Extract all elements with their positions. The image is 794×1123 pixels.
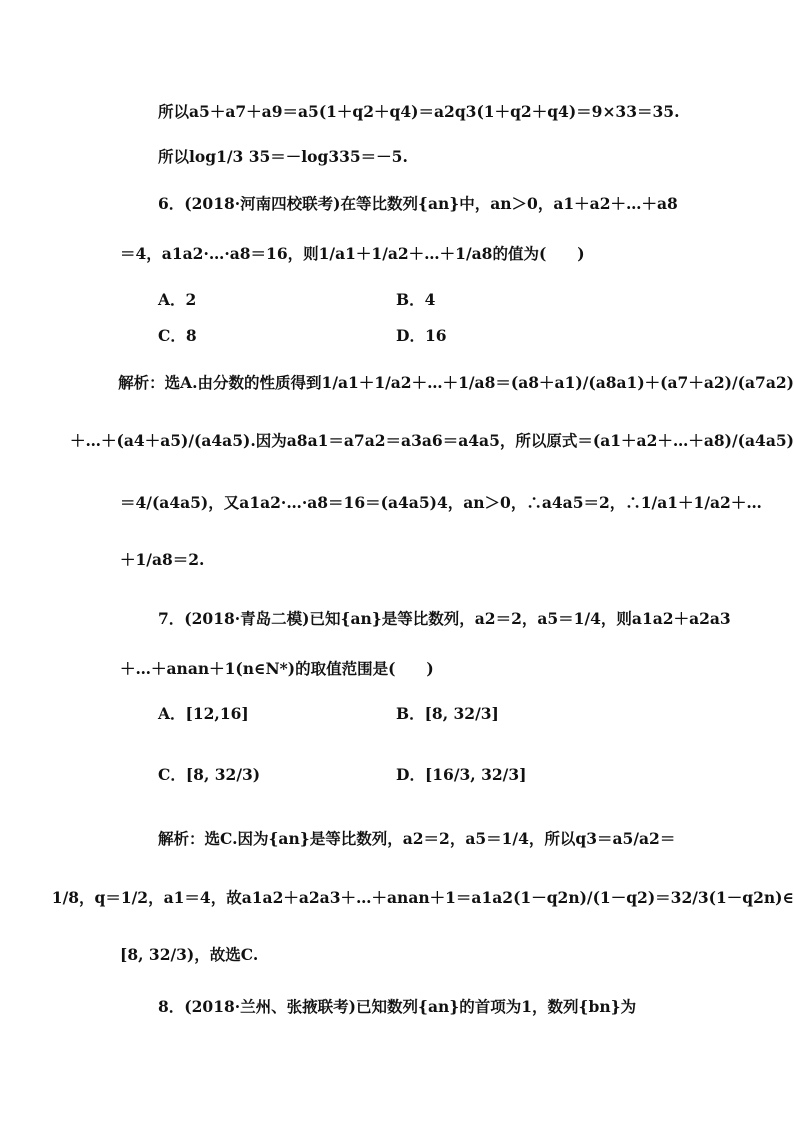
q7-stem1-text: 7．(2018·青岛二模)已知{an}是等比数列，a2＝2，a5＝1/4，则a1a2＋a2a3 [158, 609, 731, 628]
q7-options-cd [0, 758, 794, 790]
q6-option-a: A．2 [158, 290, 197, 309]
frag-suoyi-yuanshi: ，所以原式 [183, 1060, 189, 1061]
frag-optC6: C．8 [277, 1060, 280, 1061]
q6-stem-2 [0, 237, 794, 269]
frag-optA6: A．2 [271, 1060, 275, 1061]
frag-one: 1 [127, 1060, 129, 1061]
q7-sol2-text: 1/8，q＝1/2，a1＝4，故a1a2＋a2a3＋…＋anan＋1＝a1a2(1－q2n)/(1－q2)＝32/3(1－q2n)∈ [51, 888, 794, 907]
frag-q7-head: 7．(2018·青岛二模)已知{ [192, 1060, 205, 1061]
q7-option-b: B．[8, 32/3] [396, 704, 499, 723]
frag-optB7: B． [290, 1060, 292, 1061]
q6-option-b: B．4 [396, 290, 436, 309]
frag-q8-head: 8．(2018·兰州、张掖联考)已知数列{ [242, 1060, 260, 1061]
frag-q7-ze: ，则 [211, 1060, 214, 1061]
q6-stem-1 [0, 187, 794, 219]
frag-jiexi-a: 解析：选A.由分数的性质得到 [166, 1060, 180, 1061]
q6-sol-4 [0, 543, 794, 575]
frag-n16: 16 [134, 1060, 137, 1061]
q6-sol1-text: 解析：选A.由分数的性质得到1/a1＋1/a2＋…＋1/a8＝(a8＋a1)/(a8a1)＋(a7＋a2)/(a7a2) [118, 373, 794, 392]
q6-sol3-text: ＝4/(a4a5)，又a1a2·…·a8＝16＝(a4a5)4，an＞0，∴a4a5＝2，∴1/a1＋1/a2＋… [120, 493, 762, 512]
frag-four: 4 [130, 1060, 132, 1061]
q7-options-ab [0, 697, 794, 729]
q8-stem-1 [0, 990, 794, 1022]
q7-sol-1 [0, 822, 794, 854]
frag-q6-mid: }中， [154, 1060, 158, 1061]
frag-minus: － [125, 1060, 127, 1061]
frag-suoyi: 所以 [120, 1060, 122, 1061]
frag-optA7: A．[12,16] [283, 1060, 290, 1061]
text-l1: 所以a5＋a7＋a9＝a5(1＋q2＋q4)＝a2q3(1＋q2＋q4)＝9×33＝35. [158, 102, 680, 121]
q6-options-cd [0, 319, 794, 351]
frag-optD6: D．16 [280, 1060, 284, 1061]
frag-q6-head: 6．(2018·河南四校联考)在等比数列{ [136, 1060, 155, 1061]
q6-sol2-text: ＋…＋(a4＋a5)/(a4a5).因为a8a1＝a7a2＝a3a6＝a4a5，所以原式＝(a1＋a2＋…＋a8)/(a4a5) [70, 431, 794, 450]
frag-q7-isgeo: }是等比数列， [204, 1060, 212, 1061]
q6-stem2-text: ＝4，a1a2·…·a8＝16，则1/a1＋1/a2＋…＋1/a8的值为( ) [120, 244, 585, 263]
q6-stem1-text: 6．(2018·河南四校联考)在等比数列{an}中，an＞0，a1＋a2＋…＋a8 [158, 194, 678, 213]
frag-cdots: … [126, 1060, 128, 1061]
frag-q8-mid: }的首项为1，数列{ [260, 1060, 270, 1061]
q7-stem-2 [0, 652, 794, 684]
q7-sol-2 [0, 881, 794, 913]
frag-q7-range: (n∈N*)的取值范围是( ) [214, 1060, 228, 1061]
q6-sol-2 [0, 424, 794, 456]
q7-option-a: A．[12,16] [158, 704, 249, 723]
frag-two: 2 [128, 1060, 130, 1061]
frag-q6-v: 的值为( ) [160, 1060, 167, 1061]
q7-sol-3 [0, 938, 794, 970]
line-l1 [0, 95, 794, 127]
q7-sol3-text: [8, 32/3)，故选C. [120, 945, 259, 964]
q6-sol-3 [0, 486, 794, 518]
frag-eq: ＝ [123, 1060, 125, 1061]
frag-optD7: D． [293, 1060, 296, 1061]
fragment-strip [120, 1060, 680, 1100]
text-l2: 所以log1/3 35＝－log335＝－5. [158, 147, 408, 166]
frag-guxuan: ，故选C. [237, 1060, 243, 1061]
frag-q8-tail: }为 [269, 1060, 272, 1061]
q7-stem2-text: ＋…＋anan＋1(n∈N*)的取值范围是( ) [120, 659, 434, 678]
frag-gu: ，故 [235, 1060, 238, 1061]
q7-stem-1 [0, 602, 794, 634]
frag-optC7: C. [292, 1060, 294, 1061]
q6-option-c: C．8 [158, 326, 197, 345]
line-l2 [0, 140, 794, 172]
q8-stem1-text: 8．(2018·兰州、张掖联考)已知数列{an}的首项为1，数列{bn}为 [158, 997, 637, 1016]
frag-q6-gt: ＞0， [157, 1060, 161, 1061]
q7-option-c: C．[8, 32/3) [158, 765, 261, 784]
frag-optB6: B．4 [274, 1060, 277, 1061]
q6-sol4-text: ＋1/a8＝2. [120, 550, 205, 569]
frag-therefore: ∴ [190, 1060, 192, 1061]
q6-option-d: D．16 [396, 326, 447, 345]
q7-option-d: D．[16/3, 32/3] [396, 765, 527, 784]
frag-yinwei: .因为 [180, 1060, 183, 1061]
frag-jiexi-c: 解析：选C.因为{ [227, 1060, 236, 1061]
frag-you: ，又 [188, 1060, 191, 1061]
q6-options-ab [0, 283, 794, 315]
frag-eight: 8 [132, 1060, 133, 1061]
frag-plus: ＋ [122, 1060, 124, 1061]
q7-sol1-text: 解析：选C.因为{an}是等比数列，a2＝2，a5＝1/4，所以q3＝a5/a2＝ [158, 829, 676, 848]
q6-sol-1 [0, 366, 794, 398]
frag-n32: 32 [133, 1060, 135, 1061]
frag-three: 3 [129, 1060, 131, 1061]
